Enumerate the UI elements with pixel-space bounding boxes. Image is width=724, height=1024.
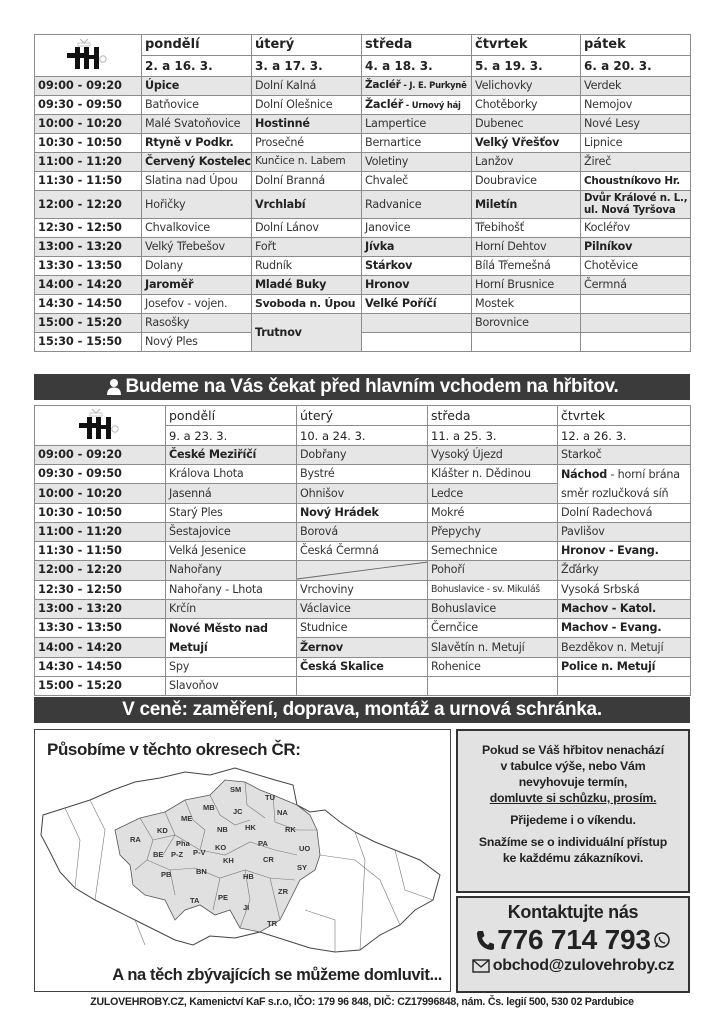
table-row: [35, 541, 691, 560]
cemetery-cell: [362, 314, 472, 333]
cemetery-cell: Slavětín n. Metují: [428, 638, 558, 658]
cemetery-cell: Ledce: [428, 484, 558, 504]
cemetery-name: Žacléř: [365, 79, 401, 92]
info-line-appointment: domluvte si schůzku, prosím.: [489, 791, 657, 805]
date-header: 6. a 20. 3.: [581, 56, 691, 77]
cemetery-detail: směr rozlučková síň: [561, 486, 669, 500]
cemetery-cell: Hořičky: [142, 191, 252, 219]
district-label: MB: [203, 803, 215, 812]
cemetery-cell: Jívka: [362, 238, 472, 257]
table-row: [35, 172, 691, 191]
cemetery-cell: Police n. Metují: [558, 657, 691, 676]
district-label: RK: [285, 825, 296, 834]
cemetery-cell: Slavoňov: [166, 676, 297, 695]
info-line: nevyhovuje termín,: [518, 775, 628, 789]
cemetery-cell: Dobřany: [297, 445, 428, 464]
table-row: [35, 657, 691, 676]
district-label: TU: [265, 793, 275, 802]
time-slot: 14:00 - 14:20: [35, 638, 166, 658]
cemetery-cell: [362, 77, 472, 96]
table-row: [35, 77, 691, 96]
cemetery-detail: - J. E. Purkyně: [400, 80, 467, 91]
cemetery-detail: - Urnový háj: [403, 100, 461, 111]
cemetery-cell: Pavlišov: [558, 522, 691, 541]
cemetery-cell: Bezděkov n. Metují: [558, 638, 691, 658]
cemetery-cell: Nový Hrádek: [297, 503, 428, 522]
company-logo-icon: [58, 36, 118, 72]
cemetery-name: Dvůr Králové n. L.,: [584, 192, 688, 204]
cemetery-cell: Dolany: [142, 257, 252, 276]
table-row: [35, 238, 691, 257]
cemetery-cell: Trutnov: [252, 314, 362, 352]
cemetery-cell: Klášter n. Dědinou: [428, 464, 558, 484]
district-label: Pha: [176, 839, 190, 848]
time-slot: 12:30 - 12:50: [35, 219, 142, 238]
info-line: Přijedeme i o víkendu.: [510, 813, 636, 827]
time-slot: 13:00 - 13:20: [35, 238, 142, 257]
cemetery-cell: Nové Lesy: [581, 115, 691, 134]
cemetery-cell: [558, 676, 691, 695]
day-header: čtvrtek: [472, 35, 581, 56]
info-line: Snažíme se o individuální přístup: [478, 835, 668, 849]
cemetery-cell: Miletín: [472, 191, 581, 219]
cemetery-cell: Rtyně v Podkr.: [142, 134, 252, 153]
cemetery-cell: Dolní Radechová: [558, 503, 691, 522]
time-slot: 11:30 - 11:50: [35, 541, 166, 560]
date-header: 2. a 16. 3.: [142, 56, 252, 77]
cemetery-cell: Šestajovice: [166, 522, 297, 541]
cemetery-cell: [472, 333, 581, 352]
logo-cell: [35, 406, 166, 446]
time-slot: 09:00 - 09:20: [35, 77, 142, 96]
cemetery-cell: Radvanice: [362, 191, 472, 219]
cemetery-cell: České Meziříčí: [166, 445, 297, 464]
time-slot: 10:30 - 10:50: [35, 134, 142, 153]
map-footer-text: A na těch zbývajících se můžeme domluvit...: [112, 966, 442, 984]
time-slot: 15:00 - 15:20: [35, 676, 166, 695]
cemetery-cell: Lanžov: [472, 153, 581, 172]
cemetery-cell: Mostek: [472, 295, 581, 314]
district-label: PB: [161, 870, 172, 879]
date-header: 4. a 18. 3.: [362, 56, 472, 77]
district-label: TR: [267, 919, 277, 928]
time-slot: 09:30 - 09:50: [35, 464, 166, 484]
time-slot: 10:30 - 10:50: [35, 503, 166, 522]
cemetery-cell: Česká Skalice: [297, 657, 428, 676]
district-label: KD: [157, 826, 168, 835]
cemetery-cell: Bohuslavice: [428, 599, 558, 618]
czech-districts-map: [35, 760, 450, 960]
cemetery-cell: Choustníkovo Hr.: [581, 172, 691, 191]
cemetery-cell: Vrchoviny: [297, 580, 428, 599]
cemetery-cell: Žernov: [297, 638, 428, 658]
cemetery-cell: Jaroměř: [142, 276, 252, 295]
table-row: [35, 134, 691, 153]
table-row: [35, 638, 691, 658]
cemetery-cell: Svoboda n. Úpou: [252, 295, 362, 314]
phone-icon: [475, 929, 495, 951]
table-row: [35, 153, 691, 172]
district-label: HK: [245, 823, 256, 832]
district-label: JC: [233, 807, 243, 816]
cemetery-detail: ul. Nová Tyršova: [584, 204, 676, 216]
cemetery-cell: Dolní Branná: [252, 172, 362, 191]
cemetery-cell: [297, 676, 428, 695]
cemetery-cell: [581, 295, 691, 314]
district-label: PA: [258, 839, 268, 848]
cemetery-cell: Krčín: [166, 599, 297, 618]
cemetery-cell: Chotěborky: [472, 96, 581, 115]
time-slot: 15:00 - 15:20: [35, 314, 142, 333]
district-label: RA: [130, 835, 141, 844]
info-line: ke každému zákazníkovi.: [502, 851, 644, 865]
cemetery-cell: Ohnišov: [297, 484, 428, 504]
phone-number[interactable]: 776 714 793: [497, 924, 651, 955]
cemetery-cell: Starý Ples: [166, 503, 297, 522]
cemetery-cell: Žireč: [581, 153, 691, 172]
district-label: SY: [297, 863, 308, 872]
banner-text: V ceně: zaměření, doprava, montáž a urnová schránka.: [122, 699, 602, 720]
table-row: [35, 503, 691, 522]
cemetery-cell: Stárkov: [362, 257, 472, 276]
table-row: [35, 276, 691, 295]
time-slot: 09:30 - 09:50: [35, 96, 142, 115]
district-label: BN: [196, 867, 207, 876]
cemetery-cell: Machov - Katol.: [558, 599, 691, 618]
info-notice-box: [456, 729, 690, 893]
cemetery-cell: Horní Dehtov: [472, 238, 581, 257]
cemetery-cell: Verdek: [581, 77, 691, 96]
district-label: TA: [190, 896, 200, 905]
district-label: P-Z: [171, 850, 184, 859]
person-icon: [106, 378, 122, 395]
cemetery-cell: Dolní Olešnice: [252, 96, 362, 115]
cemetery-cell: [581, 191, 691, 219]
empty-cell-diagonal: [297, 560, 428, 580]
cemetery-cell: Hronov: [362, 276, 472, 295]
table-row: [35, 257, 691, 276]
date-header: 3. a 17. 3.: [252, 56, 362, 77]
time-slot: 12:30 - 12:50: [35, 580, 166, 599]
cemetery-cell: Chotěvice: [581, 257, 691, 276]
cemetery-cell: Hostinné: [252, 115, 362, 134]
info-banner-meeting-point: [34, 374, 690, 400]
cemetery-cell: Vysoký Újezd: [428, 445, 558, 464]
cemetery-cell: Dolní Lánov: [252, 219, 362, 238]
cemetery-cell: Rudník: [252, 257, 362, 276]
district-label: ME: [181, 814, 193, 823]
cemetery-cell: Pohoří: [428, 560, 558, 580]
cemetery-name: Žacléř: [365, 98, 404, 112]
cemetery-cell: Černčice: [428, 618, 558, 638]
time-slot: 10:00 - 10:20: [35, 115, 142, 134]
cemetery-cell: [581, 314, 691, 333]
diagonal-strike-line: [297, 561, 428, 580]
district-label: UO: [299, 844, 311, 853]
cemetery-cell: Rohenice: [428, 657, 558, 676]
table-row: [35, 676, 691, 695]
cemetery-cell: Jasenná: [166, 484, 297, 504]
cemetery-cell: Bystré: [297, 464, 428, 484]
cemetery-cell: Lipnice: [581, 134, 691, 153]
cemetery-cell: Velké Poříčí: [362, 295, 472, 314]
cemetery-cell: Úpice: [142, 77, 252, 96]
cemetery-cell: Prosečné: [252, 134, 362, 153]
cemetery-cell: Nahořany - Lhota: [166, 580, 297, 599]
time-slot: 10:00 - 10:20: [35, 484, 166, 504]
contact-title: Kontaktujte nás: [507, 902, 639, 922]
date-header: 10. a 24. 3.: [297, 426, 428, 445]
cemetery-cell: [166, 618, 297, 657]
cemetery-cell: Česká Čermná: [297, 541, 428, 560]
cemetery-cell: Borovnice: [472, 314, 581, 333]
district-label: KO: [215, 843, 227, 852]
table-row: [35, 464, 691, 484]
cemetery-cell: Batňovice: [142, 96, 252, 115]
cemetery-cell: Čermná: [581, 276, 691, 295]
table-row: [35, 333, 691, 352]
cemetery-cell: Horní Brusnice: [472, 276, 581, 295]
day-header: čtvrtek: [558, 406, 691, 426]
table-row: [35, 445, 691, 464]
time-slot: 15:30 - 15:50: [35, 333, 142, 352]
cemetery-cell: Kunčice n. Labem: [252, 153, 362, 172]
time-slot: 14:30 - 14:50: [35, 657, 166, 676]
cemetery-cell: Nový Ples: [142, 333, 252, 352]
districts-map-panel: [34, 729, 451, 992]
cemetery-cell: Velký Vřešťov: [472, 134, 581, 153]
cemetery-cell: Slatina nad Úpou: [142, 172, 252, 191]
cemetery-cell: Borová: [297, 522, 428, 541]
day-header: středa: [362, 35, 472, 56]
map-title: Působíme v těchto okresech ČR:: [47, 740, 301, 759]
cemetery-cell: Hronov - Evang.: [558, 541, 691, 560]
date-header: 11. a 25. 3.: [428, 426, 558, 445]
cemetery-cell: Červený Kostelec: [142, 153, 252, 172]
schedule-table-week1: [34, 34, 691, 352]
cemetery-name: Nové Město nad: [169, 621, 268, 635]
time-slot: 12:00 - 12:20: [35, 560, 166, 580]
cemetery-cell: Starkoč: [558, 445, 691, 464]
table-row: [35, 96, 691, 115]
cemetery-cell: Přepychy: [428, 522, 558, 541]
district-label: CR: [263, 855, 274, 864]
district-label: BE: [153, 850, 164, 859]
cemetery-cell: Mokré: [428, 503, 558, 522]
cemetery-cell: Spy: [166, 657, 297, 676]
time-slot: 12:00 - 12:20: [35, 191, 142, 219]
table-row: [35, 191, 691, 219]
district-label: NB: [217, 825, 228, 834]
cemetery-cell: [581, 333, 691, 352]
cemetery-cell: Janovice: [362, 219, 472, 238]
table-row: [35, 618, 691, 638]
info-line: v tabulce výše, nebo Vám: [500, 759, 646, 773]
date-header: 12. a 26. 3.: [558, 426, 691, 445]
time-slot: 11:30 - 11:50: [35, 172, 142, 191]
table-row: [35, 295, 691, 314]
cemetery-cell: [362, 333, 472, 352]
envelope-icon: [472, 959, 490, 973]
cemetery-cell: Chvaleč: [362, 172, 472, 191]
day-header: úterý: [297, 406, 428, 426]
cemetery-cell: Rasošky: [142, 314, 252, 333]
cemetery-cell: Bernartice: [362, 134, 472, 153]
cemetery-cell: Malé Svatoňovice: [142, 115, 252, 134]
cemetery-cell: [428, 676, 558, 695]
cemetery-cell: Václavice: [297, 599, 428, 618]
cemetery-name-cont: Metují: [169, 640, 208, 654]
district-label: SM: [230, 785, 242, 794]
cemetery-detail: - horní brána: [607, 467, 680, 481]
cemetery-cell: Velká Jesenice: [166, 541, 297, 560]
day-header: úterý: [252, 35, 362, 56]
table-row: [35, 219, 691, 238]
time-slot: 14:00 - 14:20: [35, 276, 142, 295]
cemetery-cell: Dubenec: [472, 115, 581, 134]
date-header: 9. a 23. 3.: [166, 426, 297, 445]
email-address[interactable]: obchod@zulovehroby.cz: [492, 957, 675, 974]
time-slot: 14:30 - 14:50: [35, 295, 142, 314]
cemetery-cell: [558, 464, 691, 503]
time-slot: 13:00 - 13:20: [35, 599, 166, 618]
cemetery-cell: Nahořany: [166, 560, 297, 580]
time-slot: 13:30 - 13:50: [35, 257, 142, 276]
day-header: pondělí: [166, 406, 297, 426]
cemetery-cell: Vrchlabí: [252, 191, 362, 219]
table-row: [35, 115, 691, 134]
cemetery-cell: Velký Třebešov: [142, 238, 252, 257]
cemetery-cell: Kocléřov: [581, 219, 691, 238]
table-row: [35, 580, 691, 599]
cemetery-cell: Bohuslavice - sv. Mikuláš: [428, 580, 558, 599]
cemetery-cell: Pilníkov: [581, 238, 691, 257]
cemetery-cell: Třebihošť: [472, 219, 581, 238]
cemetery-cell: Mladé Buky: [252, 276, 362, 295]
cemetery-cell: Studnice: [297, 618, 428, 638]
whatsapp-icon: [653, 931, 671, 949]
info-banner-price: [34, 697, 690, 723]
email-row: [458, 957, 688, 975]
cemetery-cell: Nemojov: [581, 96, 691, 115]
table-row: [35, 560, 691, 580]
cemetery-cell: [362, 96, 472, 115]
time-slot: 13:30 - 13:50: [35, 618, 166, 638]
company-logo-icon: [70, 406, 130, 442]
schedule-table-week2: [34, 405, 691, 696]
time-slot: 11:00 - 11:20: [35, 522, 166, 541]
cemetery-cell: Žďárky: [558, 560, 691, 580]
day-header: středa: [428, 406, 558, 426]
table-row: [35, 522, 691, 541]
phone-row: [458, 924, 688, 956]
info-line: Pokud se Váš hřbitov nenachází: [482, 743, 664, 757]
time-slot: 09:00 - 09:20: [35, 445, 166, 464]
contact-box: [456, 896, 690, 993]
district-label: NA: [277, 808, 288, 817]
cemetery-cell: Doubravice: [472, 172, 581, 191]
banner-text: Budeme na Vás čekat před hlavním vchodem na hřbitov.: [125, 376, 619, 397]
table-row: [35, 314, 691, 333]
cemetery-cell: Fořt: [252, 238, 362, 257]
day-header: pondělí: [142, 35, 252, 56]
table-row: [35, 599, 691, 618]
district-label: P-V: [193, 848, 206, 857]
time-slot: 11:00 - 11:20: [35, 153, 142, 172]
cemetery-cell: Bílá Třemešná: [472, 257, 581, 276]
cemetery-cell: Dolní Kalná: [252, 77, 362, 96]
cemetery-cell: Králova Lhota: [166, 464, 297, 484]
cemetery-cell: Voletiny: [362, 153, 472, 172]
cemetery-name: Náchod: [561, 467, 608, 481]
district-label: PE: [218, 893, 229, 902]
cemetery-cell: Machov - Evang.: [558, 618, 691, 638]
cemetery-cell: Josefov - vojen.: [142, 295, 252, 314]
district-label: JI: [243, 903, 250, 912]
company-footer: ZULOVEHROBY.CZ, Kamenictví KaF s.r.o, IČO: 179 96 848, DIČ: CZ17996848, nám. Čs. legií 500, 530 02 Pardubice: [90, 996, 634, 1008]
day-header: pátek: [581, 35, 691, 56]
district-label: KH: [223, 856, 234, 865]
date-header: 5. a 19. 3.: [472, 56, 581, 77]
cemetery-cell: Semechnice: [428, 541, 558, 560]
cemetery-cell: Vysoká Srbská: [558, 580, 691, 599]
cemetery-cell: Lampertice: [362, 115, 472, 134]
cemetery-cell: Chvalkovice: [142, 219, 252, 238]
district-label: ZR: [278, 887, 288, 896]
logo-cell: [35, 35, 142, 77]
cemetery-cell: Velichovky: [472, 77, 581, 96]
district-label: HB: [243, 872, 254, 881]
